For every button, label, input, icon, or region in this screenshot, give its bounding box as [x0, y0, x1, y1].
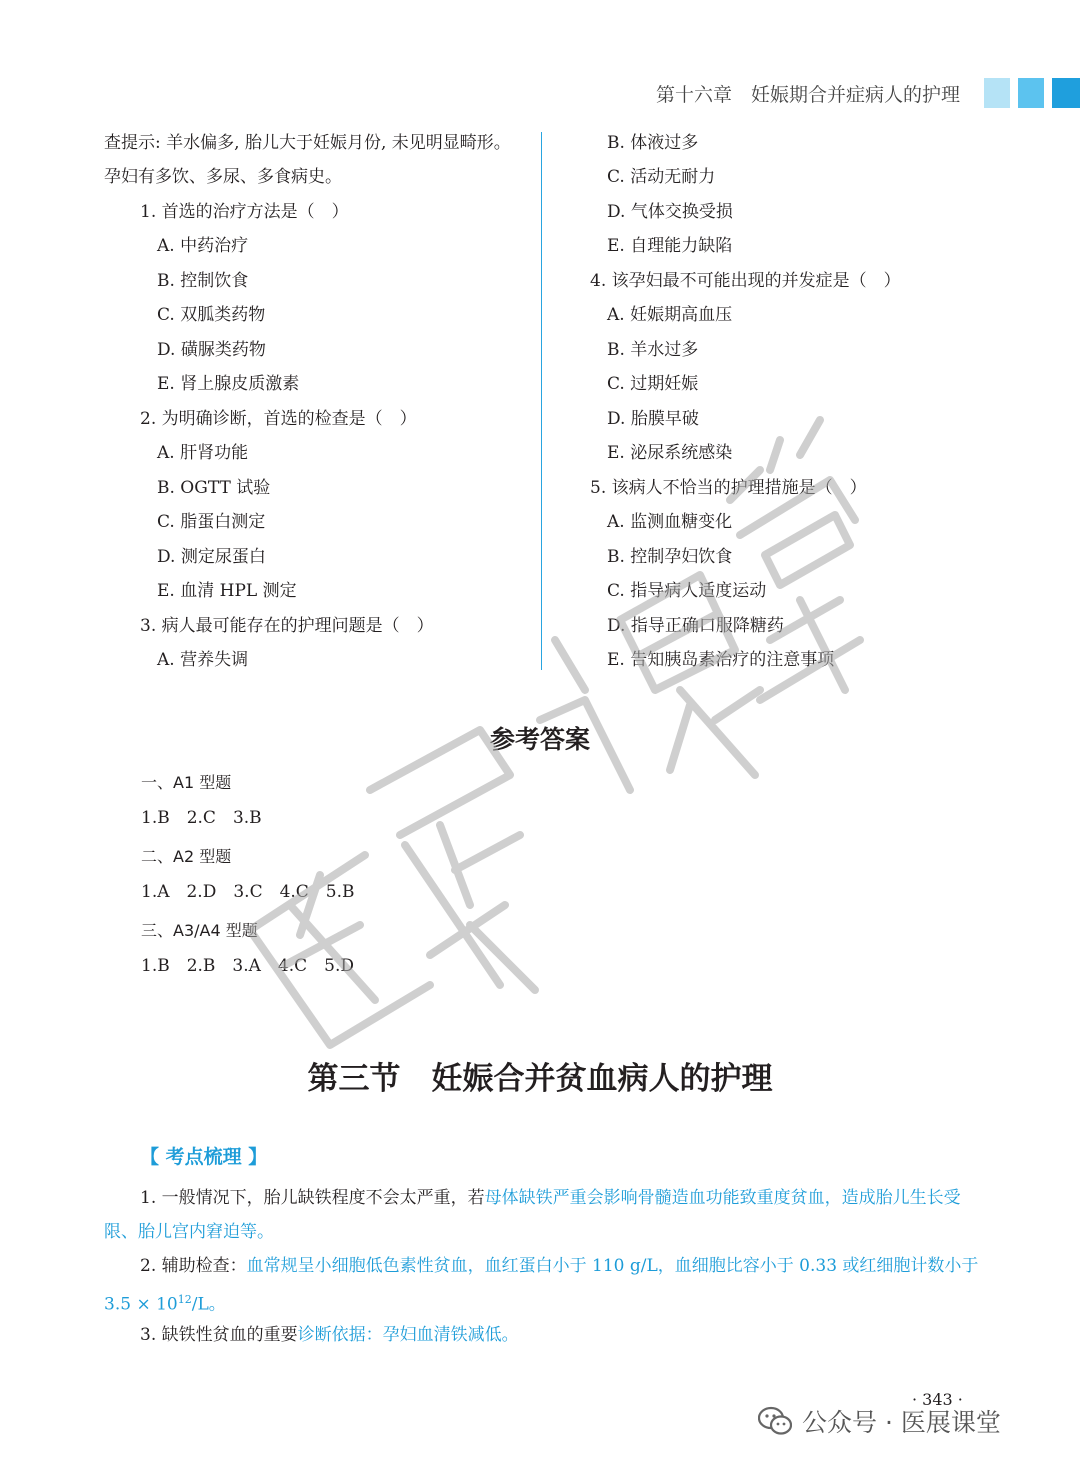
case-text-line: 查提示: 羊水偏多, 胎儿大于妊娠月份, 未见明显畸形。 — [104, 133, 511, 153]
chapter-header: 第十六章 妊娠期合并症病人的护理 — [655, 84, 960, 106]
option: A. 中药治疗 — [157, 236, 249, 256]
highlight-text: 母体缺铁严重会影响骨髓造血功能致重度贫血，造成胎儿生长受限、胎儿宫内窘迫等。 — [104, 1188, 961, 1242]
answer-group-items: 1.B 2.C 3.B — [141, 808, 262, 828]
superscript: 12 — [177, 1293, 192, 1306]
option: D. 指导正确口服降糖药 — [607, 616, 784, 636]
footer-account — [758, 1403, 1001, 1439]
option: A. 肝肾功能 — [157, 443, 249, 463]
option: C. 活动无耐力 — [607, 167, 716, 187]
page-number: · 343 · — [912, 1390, 963, 1409]
answer-group-items: 1.B 2.B 3.A 4.C 5.D — [141, 956, 354, 976]
highlight-text: 血常规呈小细胞低色素性贫血，血红蛋白小于 110 g/L，血细胞比容小于 0.33 或红细胞计数小于 3.5 × 10 — [104, 1256, 979, 1315]
answer-group-items: 1.A 2.D 3.C 4.C 5.B — [141, 882, 355, 902]
paragraph-text: 2. 辅助检查： — [140, 1256, 247, 1276]
option: C. 双胍类药物 — [157, 305, 266, 325]
option: C. 过期妊娠 — [607, 374, 699, 394]
header-bar-light — [984, 78, 1010, 108]
question-stem: 2. 为明确诊断，首选的检查是（ ） — [140, 409, 417, 429]
question-stem: 3. 病人最可能存在的护理问题是（ ） — [140, 616, 434, 636]
paragraph-2 — [104, 1249, 984, 1322]
option: A. 营养失调 — [157, 650, 249, 670]
option: C. 脂蛋白测定 — [157, 512, 266, 532]
option: E. 肾上腺皮质激素 — [157, 374, 300, 394]
option: A. 妊娠期高血压 — [607, 305, 733, 325]
column-divider — [541, 132, 542, 670]
case-text-line: 孕妇有多饮、多尿、多食病史。 — [104, 167, 342, 187]
answers-title: 参考答案 — [489, 725, 590, 754]
answer-group-heading: 一、A1 型题 — [141, 773, 232, 792]
paragraph-text: 3. 缺铁性贫血的重要 — [140, 1325, 298, 1345]
wechat-icon — [758, 1406, 792, 1436]
paragraph-1 — [104, 1181, 984, 1249]
header-bar-dark — [1052, 78, 1080, 108]
paragraph-3 — [104, 1318, 984, 1352]
header-bar-mid — [1018, 78, 1044, 108]
footer-text: 公众号 · 医展课堂 — [802, 1408, 1001, 1437]
option: C. 指导病人适度运动 — [607, 581, 767, 601]
option: B. 羊水过多 — [607, 340, 699, 360]
option: E. 自理能力缺陷 — [607, 236, 733, 256]
option: D. 胎膜早破 — [607, 409, 699, 429]
section-title: 第三节 妊娠合并贫血病人的护理 — [307, 1061, 773, 1097]
points-heading: 【 考点梳理 】 — [140, 1146, 268, 1168]
highlight-text: 诊断依据：孕妇血清铁减低。 — [297, 1325, 519, 1345]
option: D. 气体交换受损 — [607, 202, 733, 222]
question-stem: 5. 该病人不恰当的护理措施是（ ） — [590, 478, 867, 498]
option: D. 测定尿蛋白 — [157, 547, 266, 567]
highlight-text: /L。 — [191, 1294, 226, 1315]
option: E. 血清 HPL 测定 — [157, 581, 297, 601]
question-stem: 4. 该孕妇最不可能出现的并发症是（ ） — [590, 271, 901, 291]
option: B. 控制孕妇饮食 — [607, 547, 733, 567]
option: E. 泌尿系统感染 — [607, 443, 733, 463]
question-stem: 1. 首选的治疗方法是（ ） — [140, 202, 349, 222]
paragraph-text: 1. 一般情况下，胎儿缺铁程度不会太严重，若 — [140, 1188, 485, 1208]
option: A. 监测血糖变化 — [607, 512, 733, 532]
option: D. 磺脲类药物 — [157, 340, 266, 360]
option: B. 控制饮食 — [157, 271, 249, 291]
option: B. OGTT 试验 — [157, 478, 271, 498]
option: B. 体液过多 — [607, 133, 699, 153]
answer-group-heading: 二、A2 型题 — [141, 847, 232, 866]
answer-group-heading: 三、A3/A4 型题 — [141, 921, 258, 940]
option: E. 告知胰岛素治疗的注意事项 — [607, 650, 835, 670]
